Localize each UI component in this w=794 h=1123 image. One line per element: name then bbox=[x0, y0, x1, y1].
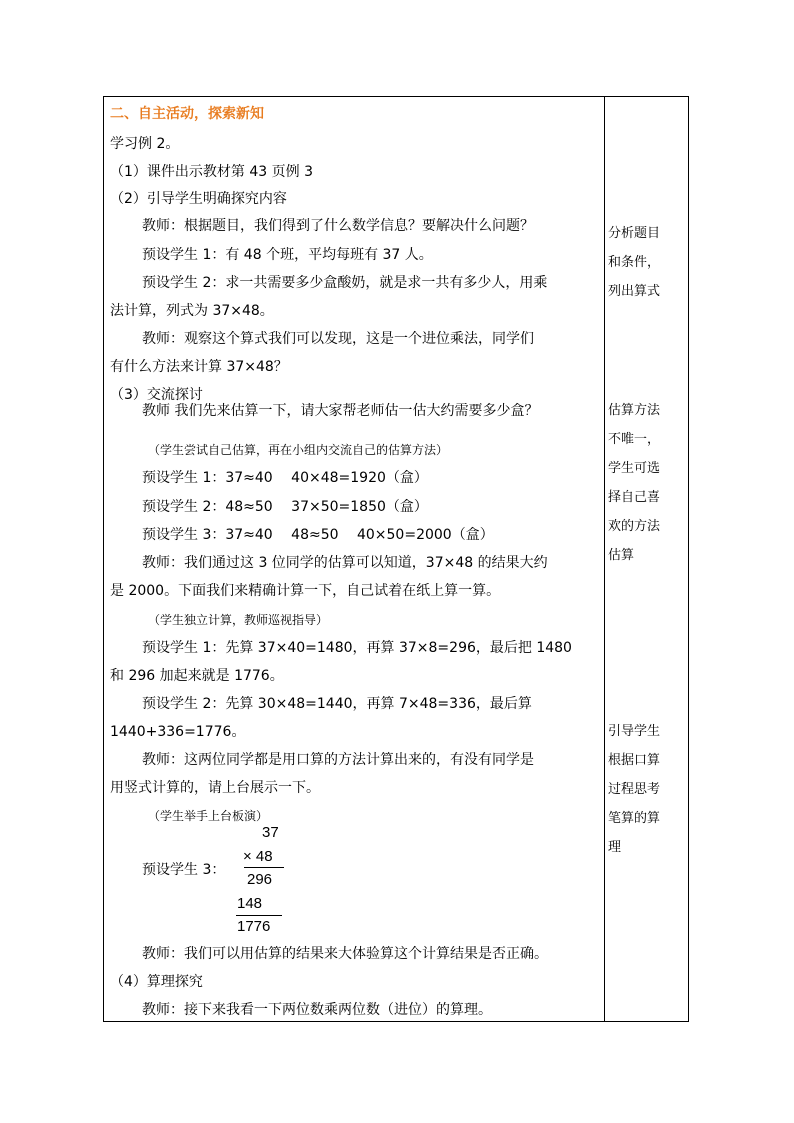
text-line: 法计算，列式为 37×48。 bbox=[110, 303, 274, 319]
calc-underline bbox=[236, 915, 282, 916]
student-note: （学生独立计算，教师巡视指导） bbox=[148, 613, 329, 627]
text-line: （1）课件出示教材第 43 页例 3 bbox=[110, 164, 313, 180]
text-line: 和 296 加起来就是 1776。 bbox=[110, 668, 284, 684]
text-line: 预设学生 3： bbox=[142, 862, 226, 878]
text-line: 教师 我们先来估算一下，请大家帮老师估一估大约需要多少盒？ bbox=[142, 403, 539, 419]
side-note-line: 学生可选 bbox=[608, 461, 661, 476]
calc-multiplier: × 48 bbox=[243, 848, 273, 865]
text-line: 预设学生 1：有 48 个班，平均每班有 37 人。 bbox=[142, 247, 433, 263]
side-note bbox=[608, 717, 686, 862]
side-note-line: 理 bbox=[608, 840, 622, 855]
calc-result: 1776 bbox=[237, 918, 271, 935]
side-note-line: 过程思考 bbox=[608, 782, 661, 797]
student-note: （学生尝试自己估算，再在小组内交流自己的估算方法） bbox=[148, 443, 449, 457]
text-line: 预设学生 2：48≈50 37×50=1850（盒） bbox=[142, 499, 428, 515]
side-note-line: 和条件， bbox=[608, 255, 661, 270]
text-line: （2）引导学生明确探究内容 bbox=[110, 191, 287, 207]
side-note-line: 列出算式 bbox=[608, 284, 661, 299]
section-heading: 二、自主活动，探索新知 bbox=[110, 106, 264, 122]
text-line: 预设学生 2：求一共需要多少盒酸奶，就是求一共有多少人，用乘 bbox=[142, 275, 548, 291]
side-note-line: 估算 bbox=[608, 548, 635, 563]
text-line: 预设学生 1：先算 37×40=1480，再算 37×8=296，最后把 1480 bbox=[142, 640, 572, 656]
text-line: 有什么方法来计算 37×48？ bbox=[110, 359, 288, 375]
text-line: 教师：接下来我看一下两位数乘两位数（进位）的算理。 bbox=[142, 1002, 492, 1018]
side-note-line: 分析题目 bbox=[608, 226, 661, 241]
calc-partial-product-2: 148 bbox=[237, 895, 263, 912]
side-note-line: 择自己喜 bbox=[608, 490, 661, 505]
side-note-line: 根据口算 bbox=[608, 753, 661, 768]
text-line: （4）算理探究 bbox=[110, 974, 203, 990]
text-line: 教师：我们通过这 3 位同学的估算可以知道，37×48 的结果大约 bbox=[142, 555, 548, 571]
calc-underline bbox=[244, 867, 284, 868]
side-note-line: 引导学生 bbox=[608, 724, 661, 739]
side-note-line: 欢的方法 bbox=[608, 519, 661, 534]
calc-multiplicand: 37 bbox=[262, 824, 279, 841]
text-line: （3）交流探讨 bbox=[110, 387, 203, 403]
text-line: 教师：根据题目，我们得到了什么数学信息？要解决什么问题？ bbox=[142, 218, 534, 234]
side-note bbox=[608, 396, 686, 570]
text-line: 预设学生 1：37≈40 40×48=1920（盒） bbox=[142, 470, 428, 486]
side-note-line: 笔算的算 bbox=[608, 811, 661, 826]
column-divider bbox=[604, 96, 605, 1022]
student-note: （学生举手上台板演） bbox=[148, 809, 269, 823]
text-line: 学习例 2。 bbox=[110, 136, 180, 152]
text-line: 1440+336=1776。 bbox=[110, 724, 246, 740]
side-note bbox=[608, 219, 686, 306]
text-line: 是 2000。下面我们来精确计算一下，自己试着在纸上算一算。 bbox=[110, 583, 501, 599]
calc-partial-product-1: 296 bbox=[247, 871, 273, 888]
text-line: 预设学生 3：37≈40 48≈50 40×50=2000（盒） bbox=[142, 527, 494, 543]
side-note-line: 估算方法 bbox=[608, 403, 661, 418]
text-line: 用竖式计算的，请上台展示一下。 bbox=[110, 780, 320, 796]
text-line: 教师：观察这个算式我们可以发现，这是一个进位乘法，同学们 bbox=[142, 331, 534, 347]
side-note-line: 不唯一， bbox=[608, 432, 661, 447]
text-line: 教师：我们可以用估算的结果来大体验算这个计算结果是否正确。 bbox=[142, 946, 548, 962]
text-line: 教师：这两位同学都是用口算的方法计算出来的，有没有同学是 bbox=[142, 752, 534, 768]
text-line: 预设学生 2：先算 30×48=1440，再算 7×48=336，最后算 bbox=[142, 696, 532, 712]
